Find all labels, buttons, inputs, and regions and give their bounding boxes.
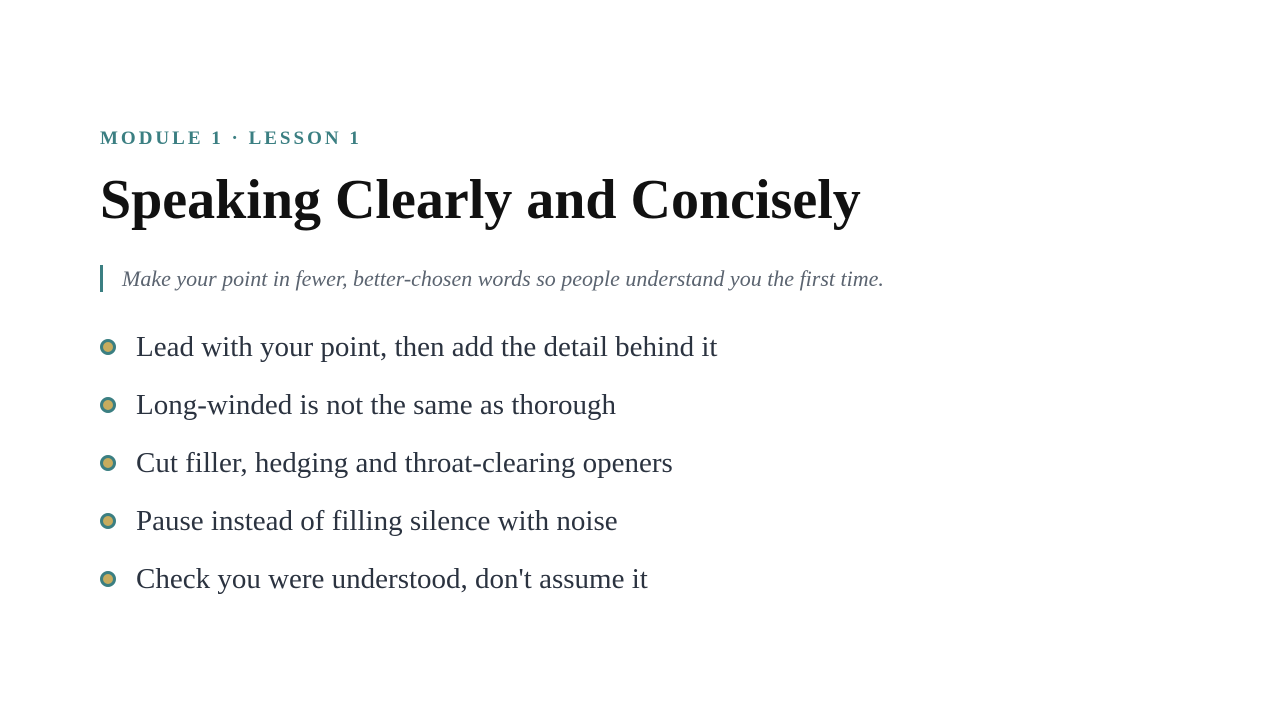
slide-title: Speaking Clearly and Concisely [100,169,861,231]
bullet-dot-icon [100,455,116,471]
bullet-text: Check you were understood, don't assume it [136,562,648,595]
bullet-item [100,434,717,492]
bullet-text: Pause instead of filling silence with noise [136,504,618,537]
bullet-dot-icon [100,513,116,529]
bullet-text: Long-winded is not the same as thorough [136,388,617,421]
bullet-dot-icon [100,397,116,413]
bullet-text: Cut filler, hedging and throat-clearing openers [136,446,673,479]
bullet-list [100,318,717,608]
bullet-item [100,318,717,376]
module-lesson-label: MODULE 1 · LESSON 1 [100,128,362,149]
bullet-item [100,376,717,434]
bullet-item [100,492,717,550]
slide-subtitle: Make your point in fewer, better-chosen words so people understand you the first time. [100,265,884,292]
bullet-text: Lead with your point, then add the detail behind it [136,330,718,363]
bullet-item [100,550,717,608]
slide [100,0,1200,720]
bullet-dot-icon [100,339,116,355]
bullet-dot-icon [100,571,116,587]
